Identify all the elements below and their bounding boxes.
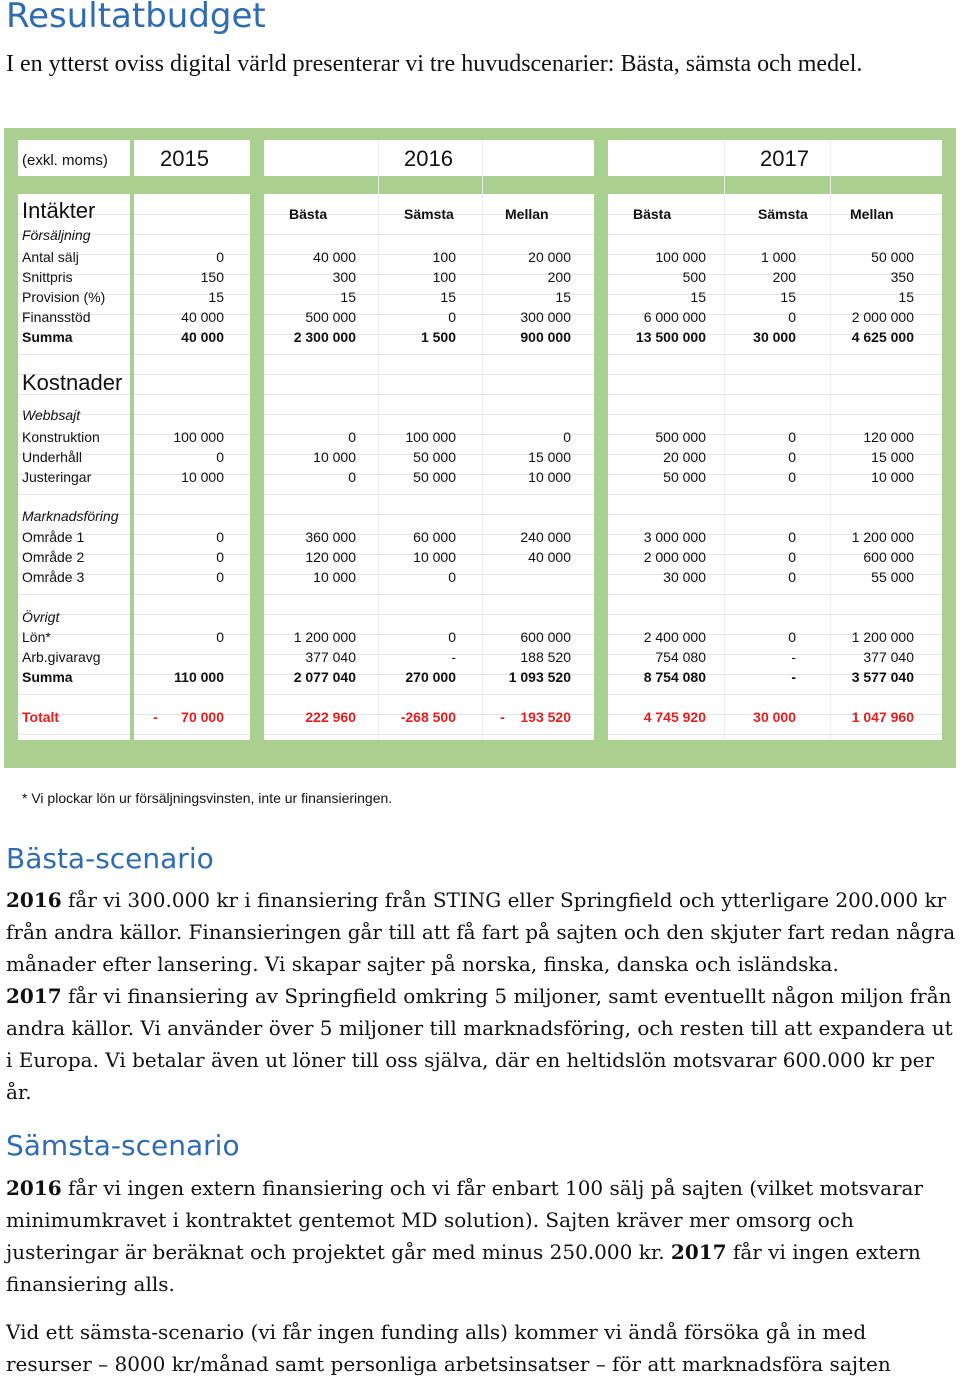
table-cell: 188 520 [520,649,571,665]
table-cell: 1 047 960 [851,709,914,725]
grid-line [608,694,942,695]
table-cell: 30 000 [663,569,706,585]
table-cell: 0 [788,309,796,325]
grid-line [264,374,594,375]
table-cell: -268 500 [400,709,456,725]
corner-label: (exkl. moms) [22,152,108,169]
table-cell: 1 500 [420,329,456,345]
table-cell: 10 000 [181,469,224,485]
table-cell: 30 000 [753,709,796,725]
table-cell: 15 000 [528,449,571,465]
table-cell: 360 000 [305,529,356,545]
table-cell: 200 [772,269,796,285]
samsta-paragraph-2016: får vi ingen extern finansiering och vi får enbart 100 sälj på sajten (vilket motsvarar minimumkravet i kontraktet gentemot MD solution). Sajten kräver mer omsorg och justeringar är beräknat och projektet går med minus 250.000 kr. [6,1176,924,1264]
table-cell: 300 [332,269,356,285]
grid-line [134,594,250,595]
grid-line [134,374,250,375]
row-label: Underhåll [22,449,82,465]
table-cell: 0 [448,309,456,325]
table-cell: 20 000 [663,449,706,465]
grid-line [134,514,250,515]
grid-line [264,354,594,355]
table-cell: 600 000 [863,549,914,565]
table-cell: 2 077 040 [293,669,356,685]
table-cell: - [791,669,796,685]
grid-line [134,354,250,355]
table-cell: 30 000 [753,329,796,345]
table-cell: 40 000 [181,309,224,325]
grid-line [134,614,250,615]
table-cell: 4 625 000 [851,329,914,345]
section-kostnader: Kostnader [22,370,123,395]
table-cell: 40 000 [181,329,224,345]
heading-samsta: Sämsta-scenario [6,1129,240,1162]
table-cell: 1 200 000 [293,629,356,645]
samsta-year-2017: 2017 [670,1240,727,1264]
grid-line [134,734,250,735]
table-cell: 8 754 080 [643,669,706,685]
grid-line [608,374,942,375]
grid-line [18,594,130,595]
table-cell: 270 000 [405,669,456,685]
table-cell: 4 745 920 [643,709,706,725]
table-cell: 13 500 000 [635,329,706,345]
samsta-text [6,1172,956,1300]
table-cell: 0 [216,449,224,465]
table-cell: 10 000 [871,469,914,485]
table-footnote: * Vi plockar lön ur försäljningsvinsten, inte ur finansieringen. [22,790,393,806]
intro-text: I en ytterst oviss digital värld presenterar vi tre huvudscenarier: Bästa, sämsta och medel. [6,51,863,77]
row-label: Justeringar [22,469,92,485]
table-cell: 500 [682,269,706,285]
table-cell: 500 000 [655,429,706,445]
table-cell: 15 [440,289,456,305]
table-cell: 0 [216,629,224,645]
grid-line [134,214,250,215]
table-cell: 0 [448,629,456,645]
table-cell: 10 000 [413,549,456,565]
basta-text [6,884,956,1108]
grid-line [264,694,594,695]
col-samsta-2016: Sämsta [404,206,454,222]
table-cell: 240 000 [520,529,571,545]
table-cell: 15 [340,289,356,305]
grid-line [608,734,942,735]
table-cell: - [791,649,796,665]
table-cell: 2 000 000 [851,309,914,325]
table-cell: 100 [432,249,456,265]
samsta-year-2016: 2016 [6,1176,62,1200]
table-cell: 50 000 [871,249,914,265]
grid-line [264,614,594,615]
table-cell: 0 [788,629,796,645]
table-cell: 10 000 [313,569,356,585]
table-cell: 300 000 [520,309,571,325]
table-cell: 100 000 [405,429,456,445]
table-cell: 0 [216,529,224,545]
table-cell: 377 040 [863,649,914,665]
table-cell: 100 000 [173,429,224,445]
grid-line [264,414,594,415]
subsection-marknadsforing: Marknadsföring [22,508,119,524]
grid-line [18,694,130,695]
row-label: Konstruktion [22,429,100,445]
table-cell: 0 [216,549,224,565]
table-cell: 3 000 000 [643,529,706,545]
basta-paragraph-2017: får vi finansiering av Springfield omkring 5 miljoner, samt eventuellt någon miljon från andra källor. Vi använder över 5 miljoner till marknadsföring, och resten till att expandera ut i Europa. Vi betalar även ut löner till oss själva, där en heltidslön motsvarar 600.000 kr per år. [6,984,953,1104]
table-cell: 2 300 000 [293,329,356,345]
basta-year-2016: 2016 [6,888,62,912]
table-cell: 1 200 000 [851,529,914,545]
table-cell: 500 000 [305,309,356,325]
table-cell: 100 [432,269,456,285]
grid-line [608,354,942,355]
table-cell: 10 000 [528,469,571,485]
grid-line [264,494,594,495]
grid-line [18,734,130,735]
grid-line [264,734,594,735]
row-label: Summa [22,329,73,345]
table-cell: 754 080 [655,649,706,665]
row-label: Provision (%) [22,289,106,305]
col-basta-2016: Bästa [289,206,328,222]
table-cell: 15 000 [871,449,914,465]
grid-line [264,594,594,595]
row-label: Arb.givaravg [22,649,101,665]
table-cell: 15 [898,289,914,305]
table-cell: 55 000 [871,569,914,585]
col-samsta-2017: Sämsta [758,206,808,222]
table-cell: 0 [216,249,224,265]
row-label: Område 2 [22,549,85,565]
table-cell: 0 [788,469,796,485]
table-cell: 15 [780,289,796,305]
subsection-ovrigt: Övrigt [22,609,60,625]
subsection-webbsajt: Webbsajt [22,407,81,423]
basta-paragraph-2016: får vi 300.000 kr i finansiering från STING eller Springfield och ytterligare 200.000 kr från andra källor. Finansieringen går till att få fart på sajten och den skjuter fart redan några månader efter lansering. Vi skapar sajter på norska, finska, danska och isländska. [6,888,956,976]
table-cell: 0 [788,449,796,465]
row-label: Snittpris [22,269,73,285]
table-cell: 3 577 040 [851,669,914,685]
table-cell: 0 [788,549,796,565]
grid-line [134,654,250,655]
table-cell: 10 000 [313,449,356,465]
table-cell: 350 [890,269,914,285]
table-cell: 0 [788,529,796,545]
table-cell: 0 [448,569,456,585]
table-cell: 200 [547,269,571,285]
grid-line [264,514,594,515]
table-cell: 6 000 000 [643,309,706,325]
samsta-paragraph-funding: Vid ett sämsta-scenario (vi får ingen funding alls) kommer vi ändå försöka gå in med resurser – 8000 kr/månad samt personliga arbetsinsatser – för att marknadsföra sajten [6,1320,891,1376]
row-label: Totalt [22,709,60,725]
table-cell: 120 000 [305,549,356,565]
subsection-forsaljning: Försäljning [22,227,91,243]
table-cell: 0 [216,569,224,585]
table-cell: 15 [690,289,706,305]
grid-line [608,394,942,395]
grid-line [608,414,942,415]
grid-line [18,354,130,355]
table-cell: 50 000 [663,469,706,485]
grid-line [608,594,942,595]
grid-line [134,394,250,395]
grid-line [18,494,130,495]
table-cell: 377 040 [305,649,356,665]
col-basta-2017: Bästa [633,206,672,222]
table-cell: 100 000 [655,249,706,265]
table-cell: 0 [788,569,796,585]
table-cell: - 193 520 [500,709,571,725]
table-cell: 1 093 520 [508,669,571,685]
table-cell: 50 000 [413,469,456,485]
table-cell: 0 [348,429,356,445]
col-mellan-2016: Mellan [505,206,549,222]
grid-line [264,394,594,395]
row-label: Lön* [22,629,51,645]
table-cell: 150 [200,269,224,285]
col-mellan-2017: Mellan [850,206,894,222]
grid-line [134,694,250,695]
row-label: Antal sälj [22,249,79,265]
table-cell: 15 [208,289,224,305]
year-2016: 2016 [404,146,453,171]
table-cell: 120 000 [863,429,914,445]
table-cell: - [451,649,456,665]
table-cell: 0 [788,429,796,445]
table-cell: 0 [348,469,356,485]
row-label: Område 3 [22,569,85,585]
table-cell: 40 000 [528,549,571,565]
table-cell: 222 960 [305,709,356,725]
grid-line [134,234,250,235]
table-cell: 50 000 [413,449,456,465]
table-cell: 900 000 [520,329,571,345]
samsta-paragraph-2017: får vi ingen extern finansiering alls. [6,1240,921,1296]
row-label: Summa [22,669,73,685]
table-cell: - 70 000 [153,709,224,725]
heading-basta: Bästa-scenario [6,842,214,875]
table-cell: 20 000 [528,249,571,265]
row-label: Finansstöd [22,309,91,325]
table-cell: 600 000 [520,629,571,645]
table-cell: 2 000 000 [643,549,706,565]
year-2015: 2015 [160,146,209,171]
year-2017: 2017 [760,146,809,171]
grid-line [134,414,250,415]
row-label: Område 1 [22,529,85,545]
grid-line [608,614,942,615]
basta-year-2017: 2017 [6,984,62,1008]
table-cell: 0 [563,429,571,445]
table-cell: 1 200 000 [851,629,914,645]
table-cell: 110 000 [174,669,224,685]
table-cell: 2 400 000 [643,629,706,645]
table-cell: 15 [555,289,571,305]
page-title: Resultatbudget [6,0,266,36]
table-cell: 1 000 [760,249,796,265]
section-intakter: Intäkter [22,198,96,223]
grid-line [134,494,250,495]
grid-line [608,514,942,515]
grid-line [608,494,942,495]
grid-line [608,234,942,235]
table-cell: 60 000 [413,529,456,545]
table-cell: 40 000 [313,249,356,265]
budget-table [4,128,956,818]
grid-line [264,234,594,235]
